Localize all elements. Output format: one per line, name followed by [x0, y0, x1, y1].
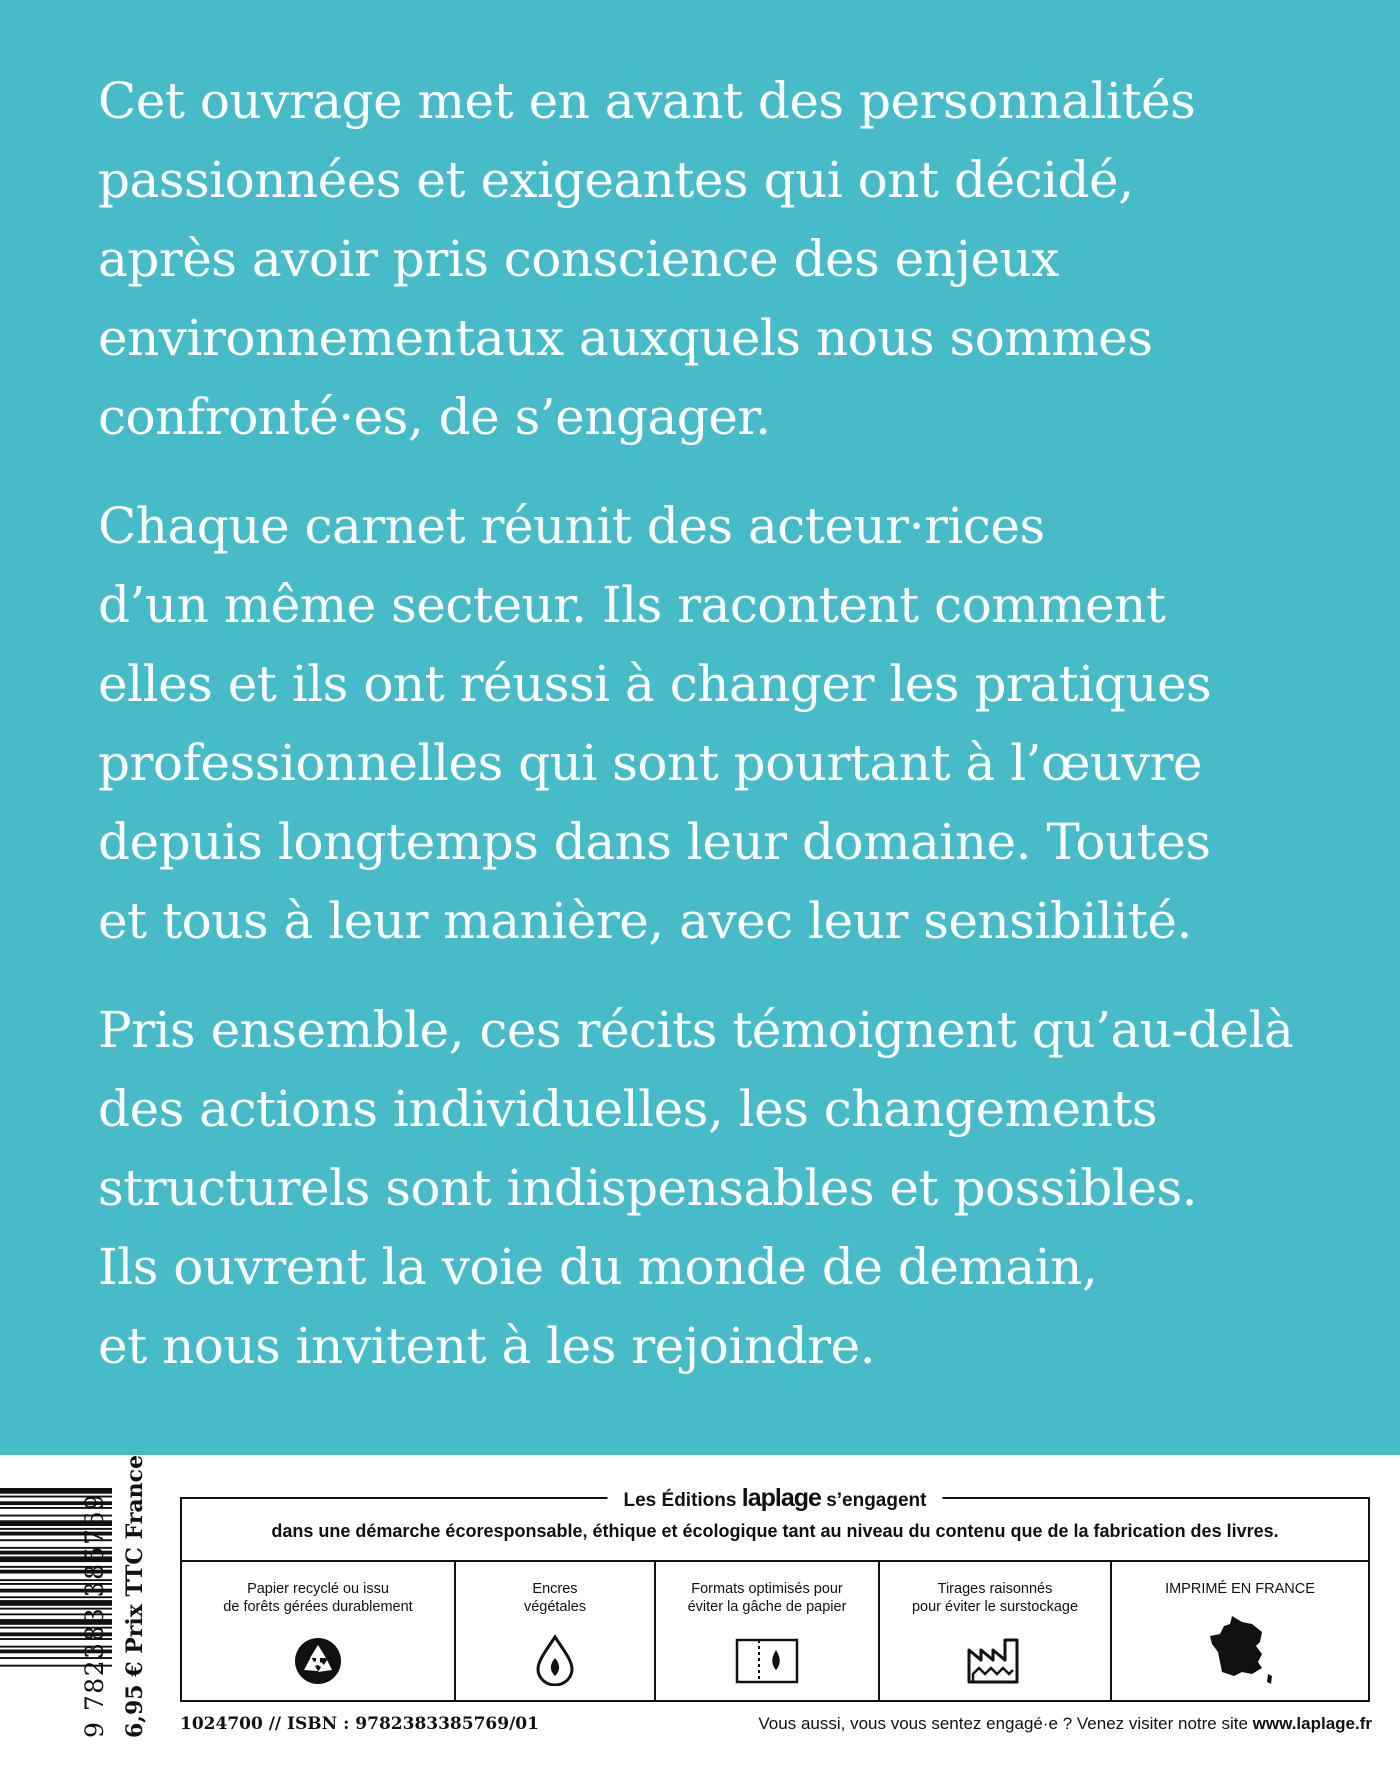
isbn-line: 1024700 // ISBN : 9782383385769/01: [180, 1714, 539, 1734]
blurb-line: Pris ensemble, ces récits témoignent qu’au-delà: [98, 1001, 1294, 1059]
eco-commitment-box: [180, 1484, 1370, 1702]
barcode-number: 9 782383 385769: [80, 1492, 109, 1738]
blurb-line: environnementaux auxquels nous sommes: [98, 309, 1153, 367]
website-line: [758, 1714, 1372, 1734]
blurb-line: professionnelles qui sont pourtant à l’œuvre: [98, 734, 1202, 792]
eco-items: [182, 1560, 1368, 1700]
eco-item-format: [656, 1562, 880, 1700]
website-prompt: Vous aussi, vous vous sentez engagé·e ? Venez visiter notre site: [758, 1714, 1248, 1733]
blurb-line: Ils ouvrent la voie du monde de demain,: [98, 1238, 1098, 1296]
eco-title: [608, 1484, 943, 1513]
ink-drop-icon: [533, 1634, 577, 1686]
blurb-paragraph-1: [98, 62, 1358, 457]
eco-title-prefix: Les Éditions: [623, 1490, 737, 1511]
eco-item-label: Formats optimisés pour éviter la gâche de papier: [687, 1581, 847, 1615]
blurb-paragraph-3: [98, 991, 1358, 1386]
blurb-paragraph-2: [98, 487, 1358, 961]
eco-item-paper: [182, 1562, 456, 1700]
eco-item-label: Tirages raisonnés pour éviter le surstockage: [911, 1581, 1079, 1615]
eco-item-label: Papier recyclé ou issu de forêts gérées durablement: [223, 1581, 413, 1615]
price-label: 6,95 € Prix TTC France: [122, 1454, 148, 1738]
blurb-line: structurels sont indispensables et possibles.: [98, 1159, 1198, 1217]
blurb-line: elles et ils ont réussi à changer les pratiques: [98, 655, 1212, 713]
eco-item-label: IMPRIMÉ EN FRANCE: [1165, 1581, 1315, 1597]
blurb-line: Cet ouvrage met en avant des personnalités: [98, 72, 1196, 130]
blurb-line: et nous invitent à les rejoindre.: [98, 1317, 875, 1375]
blurb-line: des actions individuelles, les changements: [98, 1080, 1158, 1138]
eco-item-ink: [456, 1562, 656, 1700]
blurb-line: Chaque carnet réunit des acteur·rices: [98, 497, 1045, 555]
eco-item-print-run: [880, 1562, 1112, 1700]
blurb-line: passionnées et exigeantes qui ont décidé,: [98, 151, 1134, 209]
blurb-line: après avoir pris conscience des enjeux: [98, 230, 1059, 288]
eco-title-suffix: s’engagent: [826, 1490, 927, 1511]
blurb-line: d’un même secteur. Ils racontent comment: [98, 576, 1166, 634]
publisher-brand: laplage: [741, 1484, 821, 1512]
recycle-icon: [293, 1636, 343, 1686]
factory-icon: [965, 1634, 1025, 1686]
website-link[interactable]: www.laplage.fr: [1252, 1714, 1372, 1733]
paper-format-icon: [735, 1636, 799, 1686]
blurb-line: confronté·es, de s’engager.: [98, 388, 771, 446]
france-map-icon: [1206, 1614, 1274, 1686]
eco-item-label: Encres végétales: [523, 1581, 587, 1615]
eco-subtitle: dans une démarche écoresponsable, éthique et écologique tant au niveau du contenu que de la fabrication des livres.: [271, 1521, 1279, 1541]
blurb-line: et tous à leur manière, avec leur sensibilité.: [98, 892, 1192, 950]
eco-item-made-in-france: [1112, 1562, 1368, 1700]
blurb-line: depuis longtemps dans leur domaine. Toutes: [98, 813, 1211, 871]
back-cover-blurb: [98, 62, 1358, 1416]
